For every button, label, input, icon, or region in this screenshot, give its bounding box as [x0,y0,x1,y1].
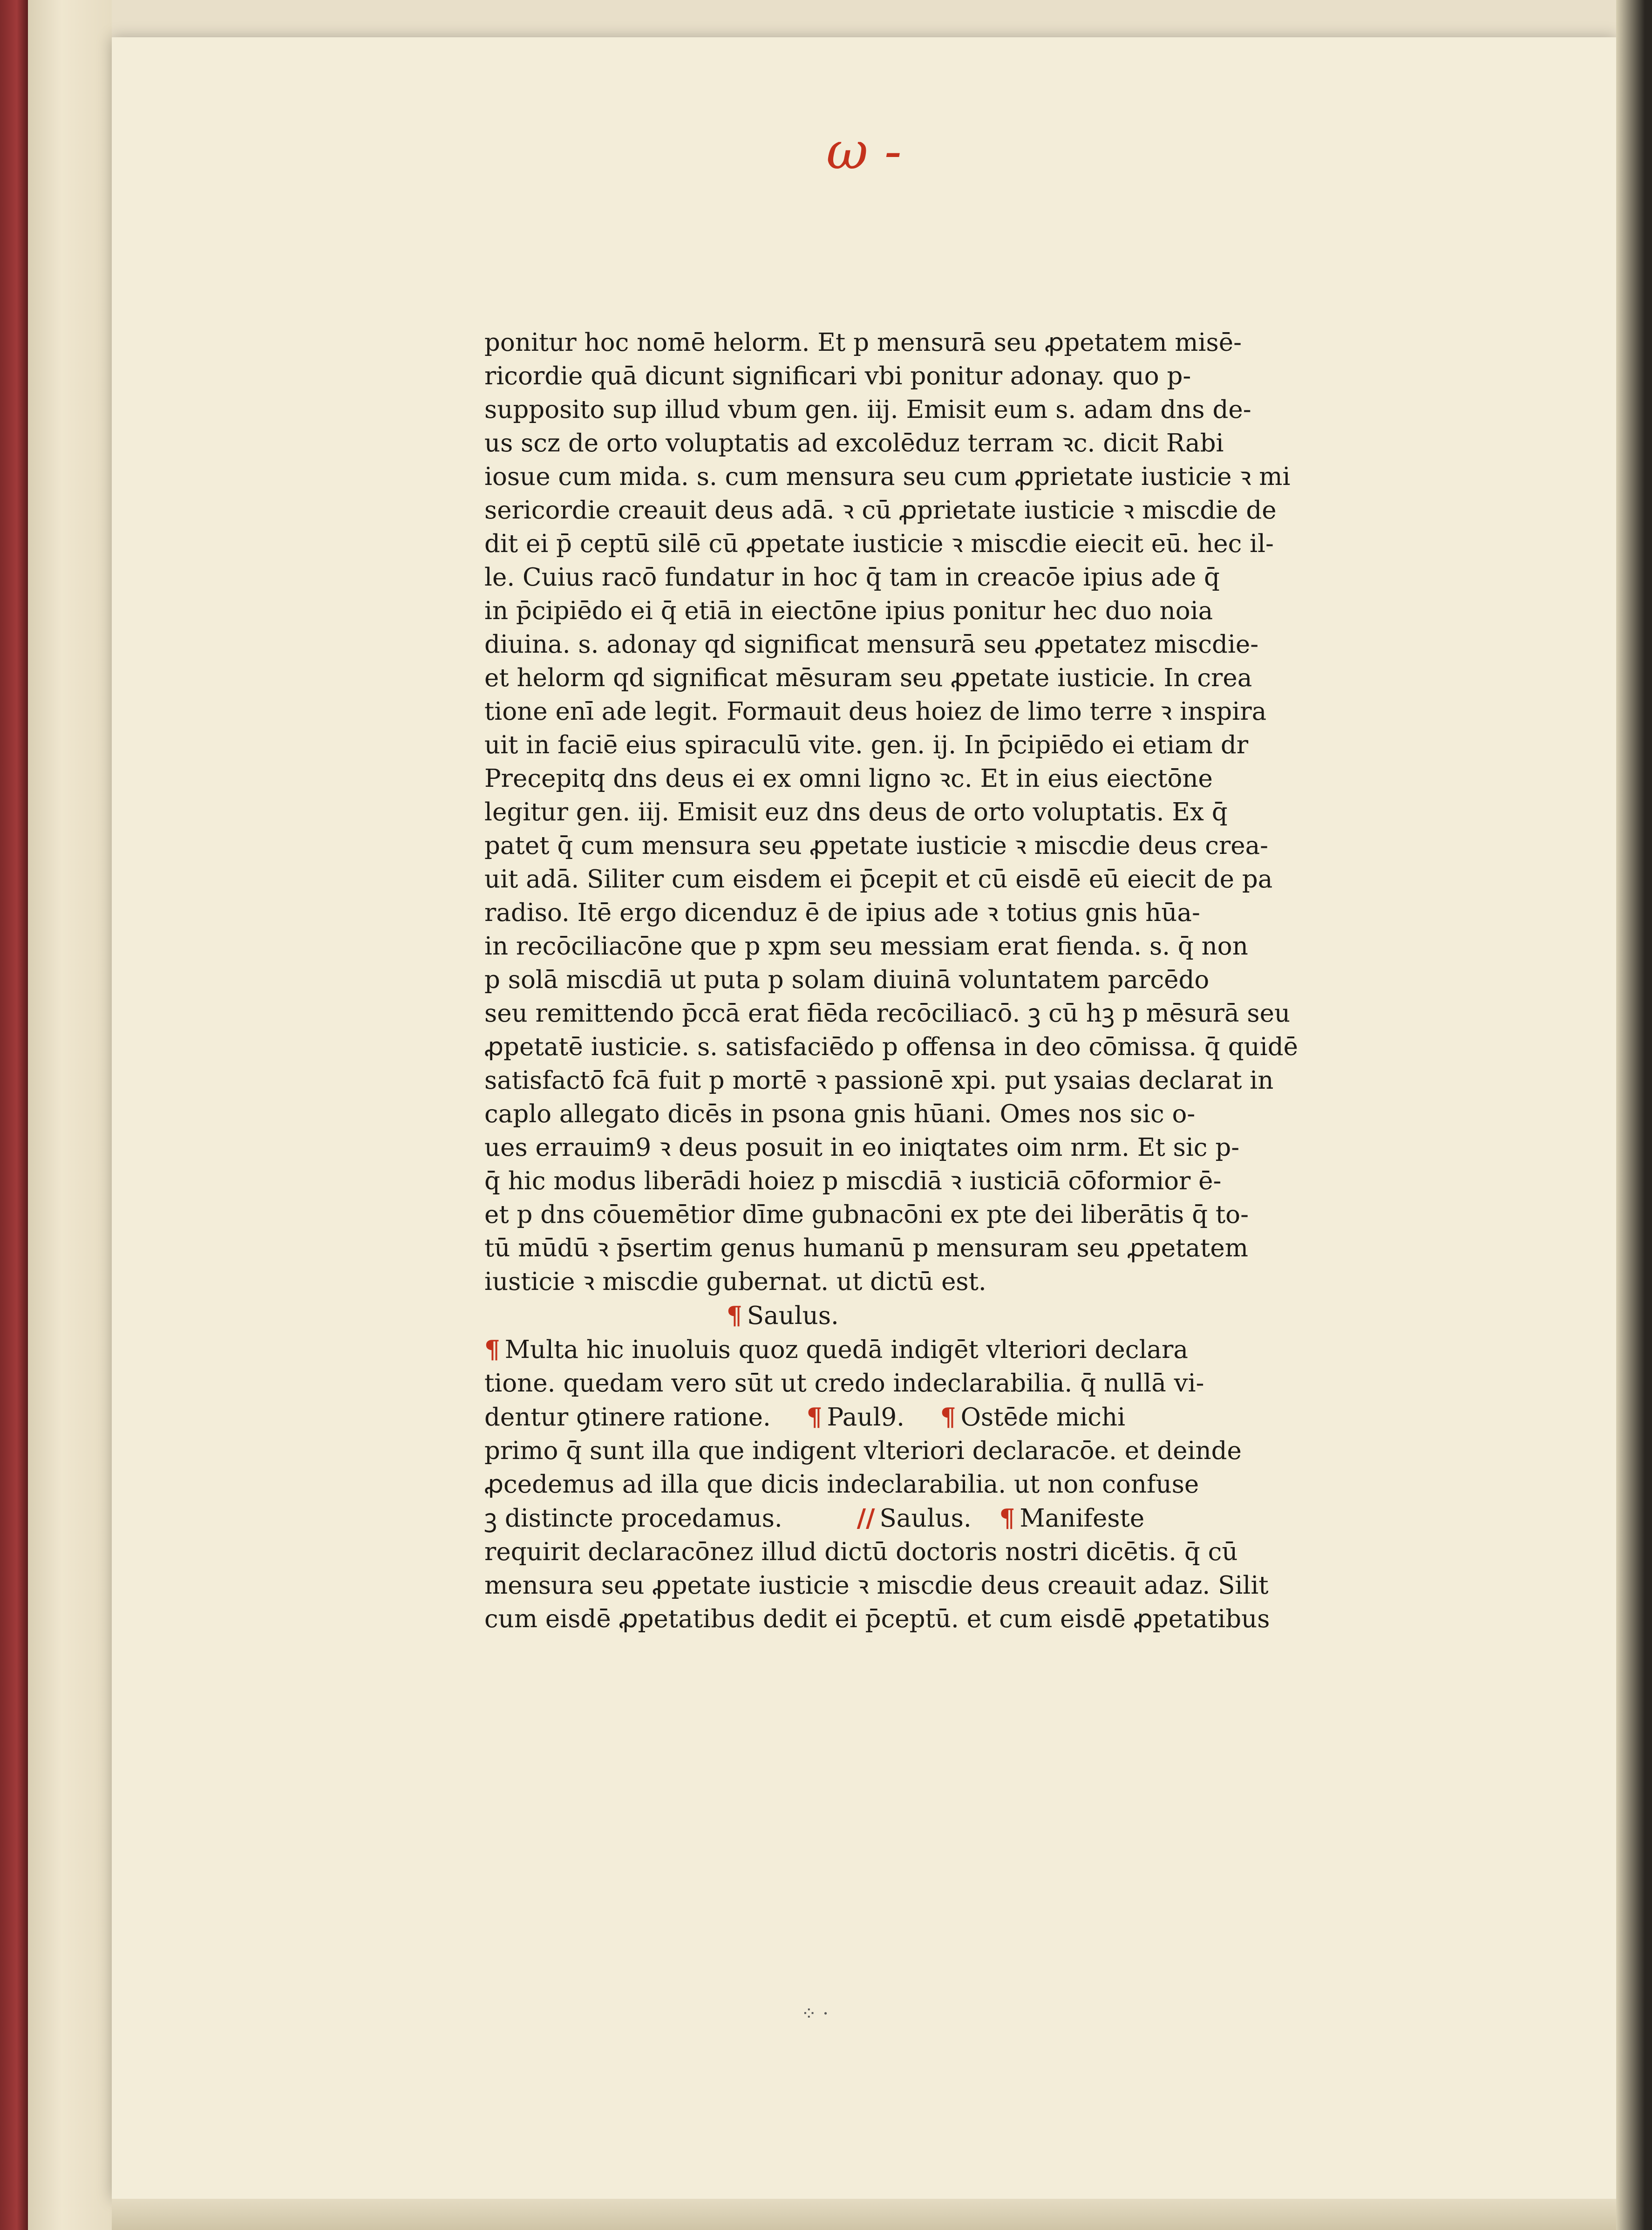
paragraph-mark: ¶ [727,1301,742,1330]
speaker-paulus: ¶ Paul9. [806,1403,905,1432]
speaker-saulus-1: ¶ Saulus. [727,1301,839,1330]
text-line: in recōciliacōne que p xpm seu messiam erat fienda. s. q̄ non [484,932,1248,961]
book-binding [0,0,28,2230]
book-page [112,37,1616,2199]
text-line: p solā miscdiā ut puta p solam diuinā voluntatem parcēdo [484,966,1210,994]
text-line: ponitur hoc nomē helorm. Et p mensurā seu ꝓpetatem misē- [484,328,1242,357]
text-line: requirit declaracōnez illud dictū doctoris nostri dicētis. q̄ cū [484,1538,1238,1566]
paragraph-start: ¶ Ostēde michi [940,1403,1126,1432]
facing-page-edge [1616,0,1652,2230]
text-line: le. Cuius racō fundatur in hoc q̄ tam in creacōe ipius ade q̄ [484,563,1220,592]
text-line: ꝓcedemus ad illa que dicis indeclarabilia. ut non confuse [484,1470,1199,1499]
text-line: uit adā. Siliter cum eisdem ei p̄cepit et cū eisdē eū eiecit de pa [484,865,1273,893]
text-span: Multa hic inuoluis quoz quedā indigēt vlteriori declara [504,1336,1188,1364]
text-line: et p dns cōuemētior dīme gubnacōni ex pte dei liberātis q̄ to- [484,1200,1249,1229]
paragraph-mark: ¶ [940,1403,956,1432]
signature-mark: ω - [826,121,902,181]
text-line: ꝓpetatē iusticie. s. satisfaciēdo p offensa in deo cōmissa. q̄ quidē [484,1033,1298,1061]
text-line: et helorm qd significat mēsuram seu ꝓpetate iusticie. In crea [484,664,1252,692]
text-line: seu remittendo p̄ccā erat fiēda recōciliacō. ꝫ cū hꝫ p mēsurā seu [484,999,1291,1028]
dialogue-paragraph-3 [484,1535,1453,1636]
paragraph-mark: ¶ [806,1403,823,1432]
text-line: uit in faciē eius spiraculū vite. gen. ij. In p̄cipiēdo ei etiam dr [484,731,1249,759]
dialogue-paragraph-1 [484,1333,1453,1400]
text-line: primo q̄ sunt illa que indigent vlteriori declaracōe. et deinde [484,1437,1242,1465]
text-line: ues errauim9 ꝛ deus posuit in eo iniqtates oim nrm. Et sic p- [484,1133,1240,1162]
text-line: legitur gen. iij. Emisit euz dns deus de orto voluptatis. Ex q̄ [484,798,1228,826]
paragraph-mark: ¶ [484,1335,500,1364]
speaker-saulus-2: // Saulus. [857,1504,972,1533]
text-line: caplo allegato dicēs in psona gnis hūani. Omes nos sic o- [484,1100,1196,1128]
text-line: iosue cum mida. s. cum mensura seu cum ꝓprietate iusticie ꝛ mi [484,463,1291,491]
text-line: iusticie ꝛ miscdie gubernat. ut dictū est. [484,1268,986,1296]
text-line [484,1333,1453,1367]
speaker-line-3 [484,1501,1453,1535]
paragraph-mark: // [857,1504,875,1533]
text-line: diuina. s. adonay qd significat mensurā seu ꝓpetatez miscdie- [484,630,1259,659]
text-block [484,326,1453,1636]
paragraph-mark: ¶ [999,1504,1015,1533]
speaker-line-2: dentur ꝯtinere ratione. ¶ Paul9. ¶ Ostēde michi [484,1400,1453,1434]
text-line: radiso. Itē ergo dicenduz ē de ipius ade ꝛ totius gnis hūa- [484,899,1200,927]
main-text [484,326,1453,1299]
text-line: q̄ hic modus liberādi hoiez p miscdiā ꝛ iusticiā cōformior ē- [484,1167,1222,1195]
text-line: us scz de orto voluptatis ad excolēduz terram ꝛc. dicit Rabi [484,429,1224,457]
text-line: tione. quedam vero sūt ut credo indeclarabilia. q̄ nullā vi- [484,1369,1204,1398]
text-line: Precepitq dns deus ei ex omni ligno ꝛc. Et in eius eiectōne [484,764,1213,793]
text-line: dit ei p̄ ceptū silē cū ꝓpetate iusticie ꝛ miscdie eiecit eū. hec il- [484,530,1274,558]
page-gutter [28,0,112,2230]
text-line: tione enī ade legit. Formauit deus hoiez de limo terre ꝛ inspira [484,697,1267,726]
text-span: ꝫ distincte procedamus. [484,1504,782,1533]
text-line: supposito sup illud vbum gen. iij. Emisit eum s. adam dns de- [484,396,1251,424]
text-line: satisfactō fcā fuit p mortē ꝛ passionē xpi. put ysaias declarat in [484,1066,1274,1095]
page-edges [112,2199,1616,2230]
text-line: sericordie creauit deus adā. ꝛ cū ꝓprietate iusticie ꝛ miscdie de [484,496,1277,525]
text-line: patet q̄ cum mensura seu ꝓpetate iusticie ꝛ miscdie deus crea- [484,832,1269,860]
text-line: tū mūdū ꝛ p̄sertim genus humanū p mensuram seu ꝓpetatem [484,1234,1248,1262]
dialogue-paragraph-2 [484,1434,1453,1535]
wormhole-marks: ⁘ · [801,2003,829,2025]
text-line: mensura seu ꝓpetate iusticie ꝛ miscdie deus creauit adaz. Silit [484,1571,1269,1600]
speaker-line-1 [484,1299,1453,1333]
text-line: in p̄cipiēdo ei q̄ etiā in eiectōne ipius ponitur hec duo noia [484,597,1213,625]
text-line: ricordie quā dicunt significari vbi ponitur adonay. quo p- [484,362,1191,390]
text-line: cum eisdē ꝓpetatibus dedit ei p̄ceptū. et cum eisdē ꝓpetatibus [484,1605,1270,1633]
paragraph-start: ¶ Manifeste [999,1504,1145,1533]
